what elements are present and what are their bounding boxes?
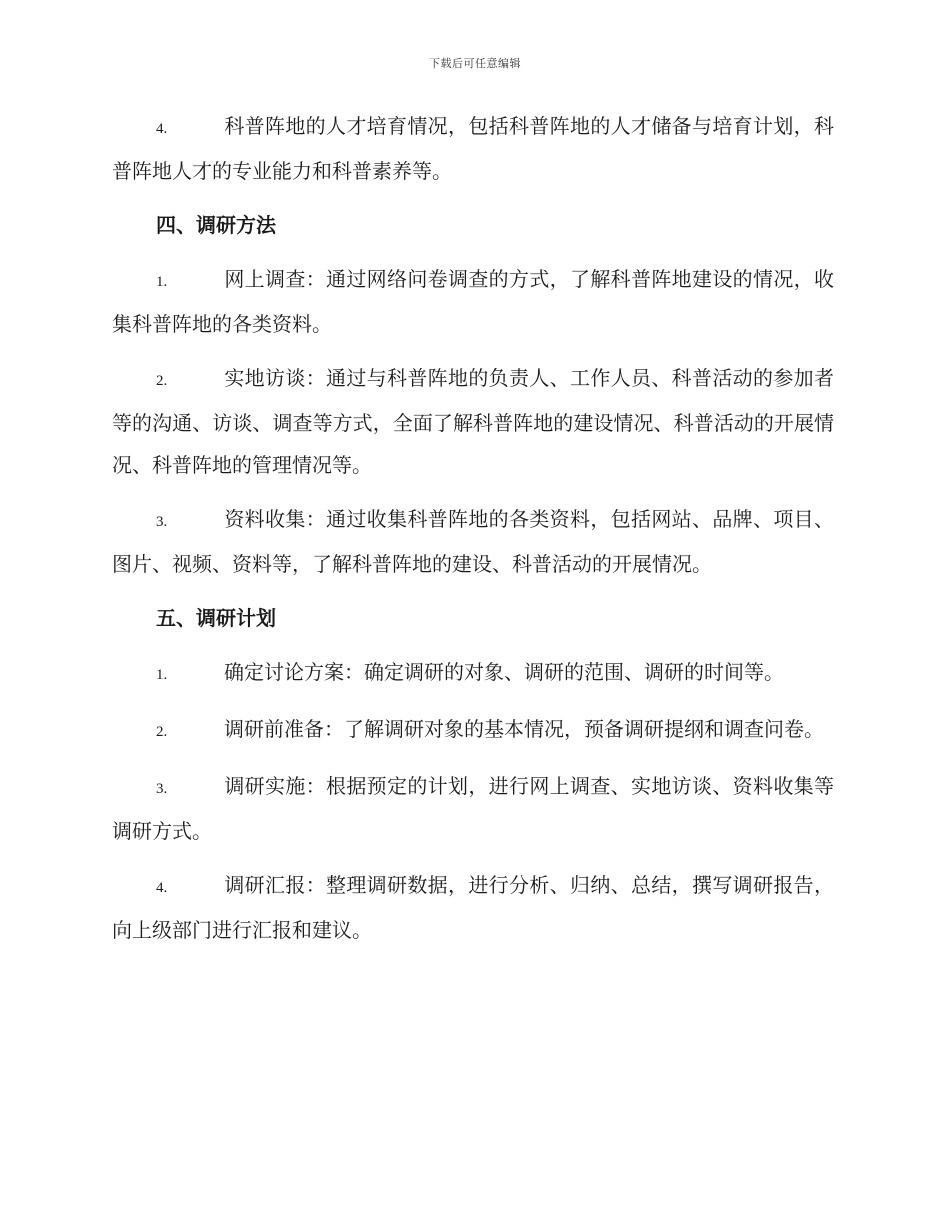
- list-text: 调研汇报：整理调研数据，进行分析、归纳、总结，撰写调研报告，向上级部门进行汇报和建议。: [112, 873, 834, 942]
- section-heading-plan: 五、调研计划: [156, 606, 276, 630]
- list-item: [112, 105, 834, 192]
- list-number: 4.: [156, 880, 168, 896]
- page-header: 下载后可任意编辑: [429, 57, 521, 70]
- list-number: 3.: [156, 514, 168, 530]
- list-number: 2.: [156, 373, 168, 389]
- list-text: 实地访谈：通过与科普阵地的负责人、工作人员、科普活动的参加者等的沟通、访谈、调查等方式，全面了解科普阵地的建设情况、科普活动的开展情况、科普阵地的管理情况等。: [112, 366, 834, 477]
- list-item: [112, 765, 834, 852]
- list-text: 调研前准备：了解调研对象的基本情况，预备调研提纲和调查问卷。: [224, 717, 824, 741]
- list-item: [112, 258, 834, 345]
- list-item: [112, 357, 834, 486]
- list-number: 3.: [156, 781, 168, 797]
- list-number: 2.: [156, 724, 168, 740]
- document-body: [112, 105, 834, 963]
- list-number: 1.: [156, 274, 168, 290]
- list-text: 网上调查：通过网络问卷调查的方式，了解科普阵地建设的情况，收集科普阵地的各类资料。: [112, 267, 834, 336]
- list-text: 调研实施：根据预定的计划，进行网上调查、实地访谈、资料收集等调研方式。: [112, 774, 834, 843]
- list-text: 科普阵地的人才培育情况，包括科普阵地的人才储备与培育计划，科普阵地人才的专业能力和科普素养等。: [112, 114, 834, 183]
- list-text: 确定讨论方案：确定调研的对象、调研的范围、调研的时间等。: [224, 660, 784, 684]
- list-item: [112, 651, 834, 696]
- list-number: 4.: [156, 121, 168, 137]
- list-item: [112, 864, 834, 951]
- list-item: [112, 498, 834, 585]
- list-item: [112, 708, 834, 753]
- list-text: 资料收集：通过收集科普阵地的各类资料，包括网站、品牌、项目、图片、视频、资料等，了解科普阵地的建设、科普活动的开展情况。: [112, 507, 834, 576]
- section-heading-methods: 四、调研方法: [156, 213, 276, 237]
- list-number: 1.: [156, 667, 168, 683]
